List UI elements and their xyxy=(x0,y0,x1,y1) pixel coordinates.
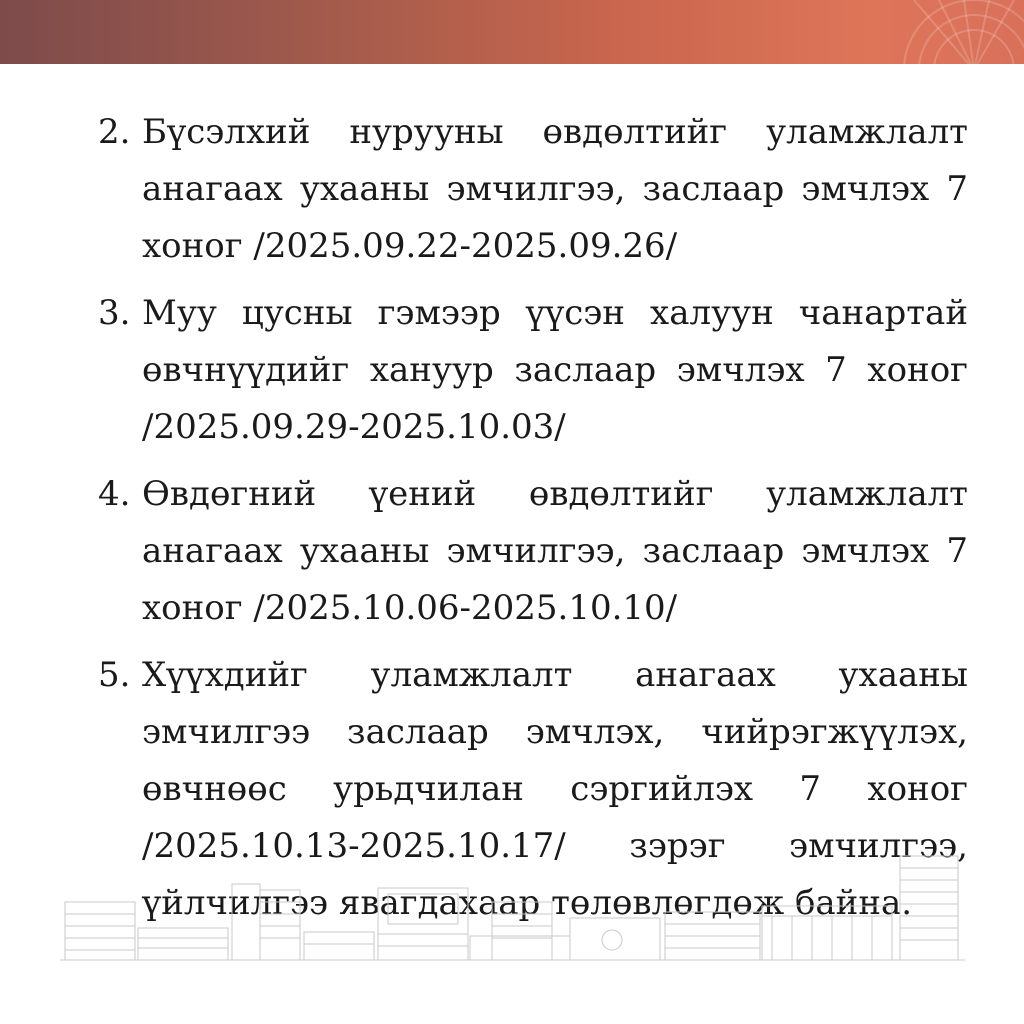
list-item-number: 2. xyxy=(98,112,131,152)
list-item-number: 4. xyxy=(98,474,131,514)
banner-ornament-icon xyxy=(764,0,1024,64)
list-item-text: Бүсэлхий нурууны өвдөлтийг уламжлалт анагаах ухааны эмчилгээ, заслаар эмчлэх 7 хоног /2025.09.22-2025.09.26/ xyxy=(142,112,968,266)
list-item-number: 5. xyxy=(98,655,131,695)
list-item xyxy=(98,285,968,456)
list-item xyxy=(98,104,968,275)
schedule-list xyxy=(98,104,968,942)
list-item-number: 3. xyxy=(98,293,131,333)
list-item xyxy=(98,466,968,637)
list-item-text: Муу цусны гэмээр үүсэн халуун чанартай өвчнүүдийг хануур заслаар эмчлэх 7 хоног /2025.09.29-2025.10.03/ xyxy=(142,293,968,447)
top-banner xyxy=(0,0,1024,64)
skyline-illustration-icon xyxy=(60,850,965,962)
list-item-text: Хүүхдийг уламжлалт анагаах ухааны эмчилгээ заслаар эмчлэх, чийрэгжүүлэх, өвчнөөс урьдчилан сэргийлэх 7 хоног /2025.10.13-2025.10.17/ зэрэг эмчилгээ, үйлчилгээ явагдахаар төлөвлөгдөж байна. xyxy=(142,655,968,923)
list-item-text: Өвдөгний үений өвдөлтийг уламжлалт анагаах ухааны эмчилгээ, заслаар эмчлэх 7 хоног /2025.10.06-2025.10.10/ xyxy=(142,474,968,628)
